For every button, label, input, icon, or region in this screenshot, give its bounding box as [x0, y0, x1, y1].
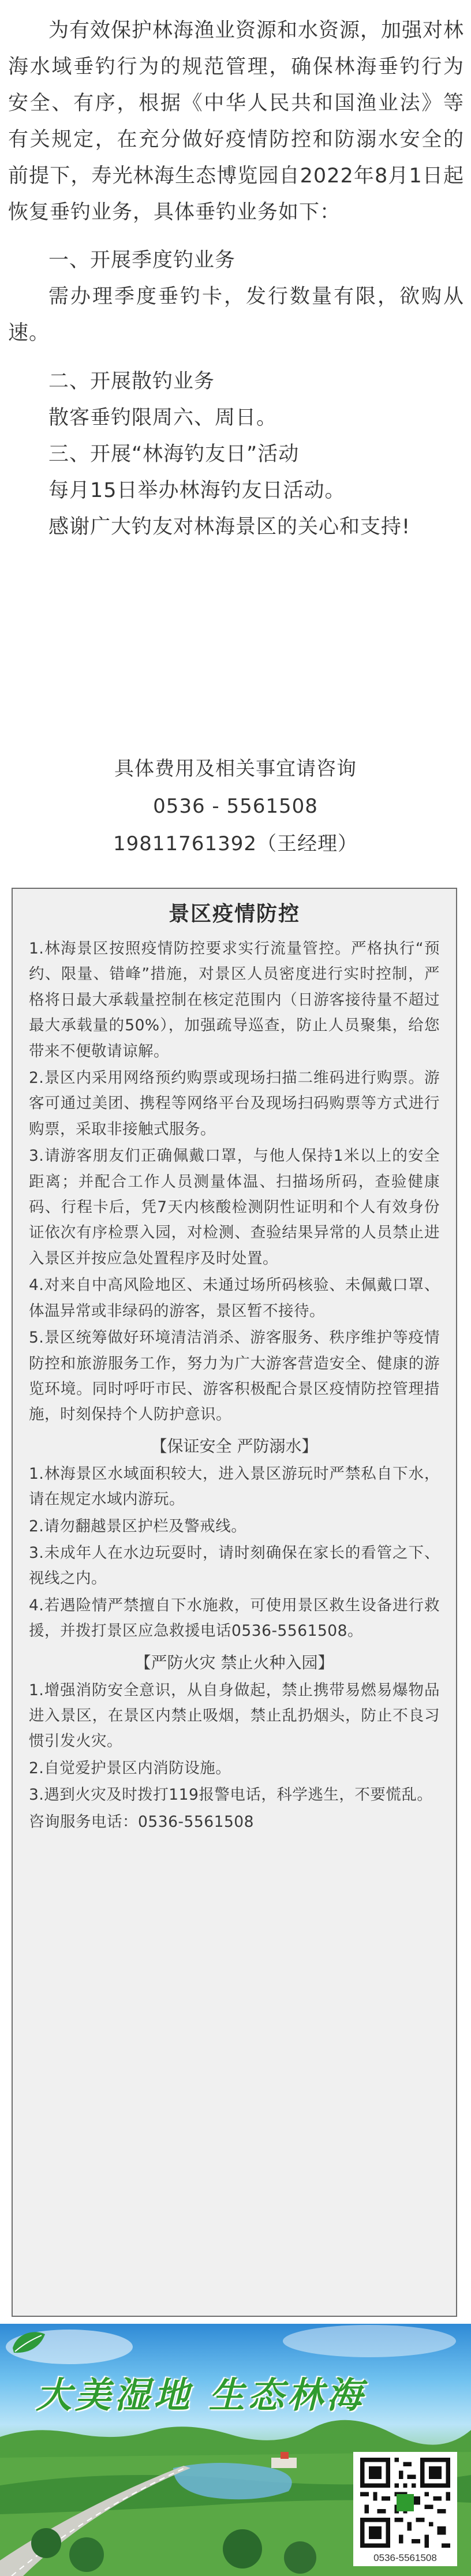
closing-text: 感谢广大钓友对林海景区的关心和支持!	[48, 515, 411, 539]
fire-heading: 【严防火灾 禁止火种入园】	[134, 1652, 334, 1672]
section3-text: 每月15日举办林海钓友日活动。	[48, 479, 346, 502]
section2-title: 二、开展散钓业务	[48, 370, 215, 393]
contact-heading: 具体费用及相关事宜请咨询	[114, 757, 357, 780]
service-phone: 咨询服务电话：0536-5561508	[29, 1812, 255, 1831]
drowning-item: 1.林海景区水域面积较大，进入景区游玩时严禁私自下水，请在规定水域内游玩。	[29, 1464, 440, 1509]
notice-box	[12, 888, 457, 2317]
notice-title: 景区疫情防控	[168, 902, 300, 926]
epidemic-item: 5.景区统筹做好环境清洁消杀、游客服务、秩序维护等疫情防控和旅游服务工作，努力为广大游客营造安全、健康的游览环境。同时呼吁市民、游客积极配合景区疫情防控管理措施，时刻保持个人防护意识。	[29, 1329, 440, 1424]
section1-text: 需办理季度垂钓卡，发行数量有限，欲购从速。	[8, 285, 464, 345]
epidemic-item: 3.请游客朋友们正确佩戴口罩，与他人保持1米以上的安全距离；并配合工作人员测量体温、扫描场所码，查验健康码、行程卡后，凭7天内核酸检测阴性证明和个人有效身份证依次有序检票入园，对检测、查验结果异常的人员禁止进入景区并按应急处置程序及时处置。	[29, 1147, 440, 1268]
section3-title: 三、开展“林海钓友日”活动	[48, 443, 300, 466]
epidemic-item: 4.对来自中高风险地区、未通过场所码核验、未佩戴口罩、体温异常或非绿码的游客，景区暂不接待。	[29, 1276, 440, 1320]
fire-item: 2.自觉爱护景区内消防设施。	[29, 1759, 231, 1777]
drowning-item: 2.请勿翻越景区护栏及警戒线。	[29, 1517, 247, 1535]
intro-article	[8, 13, 464, 545]
epidemic-item: 1.林海景区按照疫情防控要求实行流量管控。严格执行“预约、限量、错峰”措施，对景区人员密度进行实时控制，严格将日最大承载量控制在核定范围内（日游客接待量不超过最大承载量的50%），加强疏导巡查，防止人员聚集，给您带来不便敬请谅解。	[29, 940, 440, 1060]
banner-slogan: 大美湿地 生态林海	[36, 2374, 366, 2416]
intro-paragraph: 为有效保护林海渔业资源和水资源，加强对林海水域垂钓行为的规范管理，确保林海垂钓行为安全、有序，根据《中华人民共和国渔业法》等有关规定，在充分做好疫情防控和防溺水安全的前提下，寿光林海生态博览园自2022年8月1日起恢复垂钓业务，具体垂钓业务如下：	[8, 19, 465, 224]
drowning-item: 4.若遇险情严禁擅自下水施救，可使用景区救生设备进行救援，并拨打景区应急救援电话0536-5561508。	[29, 1596, 440, 1640]
drowning-heading: 【保证安全 严防溺水】	[151, 1436, 318, 1456]
contact-phone-landline: 0536 - 5561508	[153, 795, 318, 818]
qr-code-icon	[360, 2458, 450, 2548]
epidemic-item: 2.景区内采用网络预约购票或现场扫描二维码进行购票。游客可通过美团、携程等网络平台及现场扫码购票等方式进行购票，采取非接触式服务。	[29, 1069, 440, 1138]
scenic-banner	[0, 2324, 471, 2576]
section2-text: 散客垂钓限周六、周日。	[48, 406, 278, 429]
drowning-item: 3.未成年人在水边玩耍时，请时刻确保在家长的看管之下、视线之内。	[29, 1543, 440, 1588]
qr-caption: 0536-5561508	[373, 2552, 437, 2563]
contact-phone-mobile: 19811761392（王经理）	[113, 832, 358, 855]
fire-item: 1.增强消防安全意识，从自身做起，禁止携带易燃易爆物品进入景区，在景区内禁止吸烟，禁止乱扔烟头，防止不良习惯引发火灾。	[29, 1681, 440, 1751]
qr-code-card[interactable]	[353, 2452, 457, 2566]
contact-block	[0, 750, 471, 863]
section1-title: 一、开展季度钓业务	[48, 249, 236, 272]
fire-item: 3.遇到火灾及时拨打119报警电话，科学逃生，不要慌乱。	[29, 1786, 433, 1804]
